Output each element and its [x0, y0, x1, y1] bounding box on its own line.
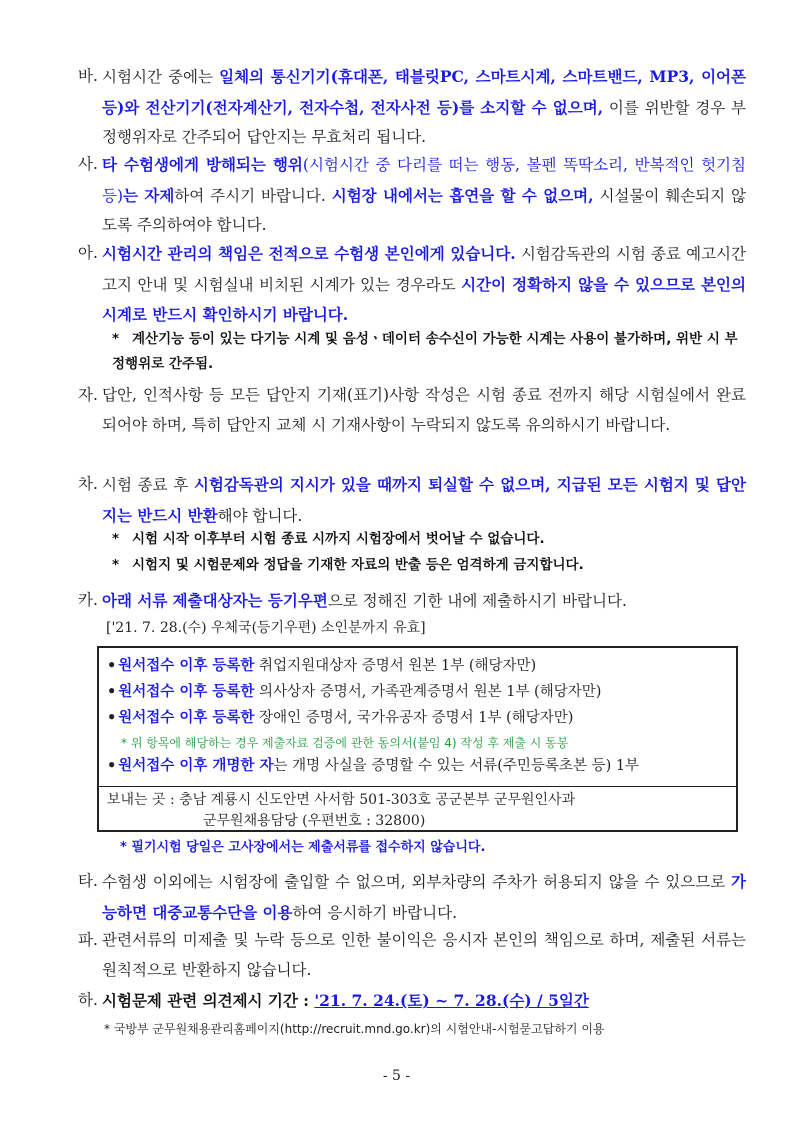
section-ha: [78, 986, 746, 1017]
note-star: *: [112, 531, 120, 547]
note-text: 시험지 및 시험문제와 정답을 기재한 자료의 반출 등은 엄격하게 금지합니다.: [132, 557, 584, 573]
note-text: 계산기능 등이 있는 다기능 시계 및 음성ㆍ데이터 송수신이 가능한 시계는 사용이 불가하며, 위반 시 부정행위로 간주됨.: [112, 331, 738, 372]
emphasis-text: 시험장 내에서는 흡연을 할 수 없으며,: [331, 185, 594, 205]
section-pa: [78, 926, 746, 985]
note-star: *: [112, 557, 120, 573]
note-watch: [112, 327, 748, 377]
section-marker: 차.: [78, 475, 98, 493]
section-marker: 자.: [78, 386, 98, 404]
row-text: 장애인 증명서, 국가유공자 증명서 1부 (해당자만): [254, 710, 574, 726]
emphasis-text: 시간이 정확하지 않을 수 있으므로 본인의 시계로 반드시 확인하시기 바랍니다.: [102, 274, 746, 324]
emphasis-text: 원서접수 이후 등록한: [118, 709, 255, 726]
emphasis-text: 일체의 통신기기(휴대폰, 태블릿PC, 스마트시계, 스마트밴드, MP3, 이어폰 등)와 전산기기(전자계산기, 전자수첩, 전자사전 등)를 소지할 수 없으며,: [102, 67, 746, 117]
document-row: [107, 680, 601, 704]
bold-text: 시험문제 관련 의견제시 기간 :: [102, 991, 315, 1010]
section-text: [78, 586, 746, 617]
send-recipient: 군무원채용담당 (우편번호 : 32800): [203, 813, 426, 829]
submission-warning: * 필기시험 당일은 고사장에서는 제출서류를 접수하지 않습니다.: [120, 840, 486, 855]
emphasis-text: 원서접수 이후 등록한: [118, 657, 255, 674]
document-row: [107, 706, 573, 730]
section-ka: [78, 586, 746, 617]
plain-text: 으로 정해진 기한 내에 제출하시기 바랍니다.: [327, 592, 627, 610]
document-row: [107, 754, 639, 778]
plain-text: 수험생 이외에는 시험장에 출입할 수 없으며, 외부차량의 주차가 허용되지 않을 수 있으므로: [102, 873, 732, 891]
plain-text: 해야 합니다.: [217, 506, 303, 525]
plain-text: 이를 위반할 경우 부정행위자로 간주되어 답안지는 무효처리 됩니다.: [102, 98, 746, 146]
section-text: [78, 150, 746, 241]
emphasis-text: 타 수험생에게 방해되는 행위: [102, 155, 303, 174]
emphasis-text: 시험시간 관리의 책임은 전적으로 수험생 본인에게 있습니다.: [102, 244, 516, 263]
section-marker: 카.: [78, 591, 98, 609]
section-text: 답안, 인적사항 등 모든 답안지 기재(표기)사항 작성은 시험 종료 전까지 해당 시험실에서 완료되어야 하며, 특히 답안지 교체 시 기재사항이 누락되지 않도록 유의하시기 바랍니다.: [102, 386, 746, 434]
plain-text: 하여 응시하기 바랍니다.: [292, 903, 457, 922]
section-sa: [78, 150, 746, 241]
section-text: [78, 239, 746, 331]
plain-text: 시설물이 훼손되지 않도록 주의하여야 합니다.: [102, 186, 746, 234]
page-number: - 5 -: [382, 1068, 411, 1084]
send-address: 보내는 곳 : 충남 계룡시 신도안면 사서함 501-303호 공군본부 군무원인사과: [107, 792, 576, 808]
row-text: 취업지원대상자 증명서 원본 1부 (해당자만): [254, 658, 537, 674]
validity-note: ['21. 7. 28.(수) 우체국(등기우편) 소인분까지 유효]: [106, 620, 426, 636]
emphasis-text: 는 자제: [123, 185, 175, 205]
section-ta: [78, 867, 746, 928]
section-marker: 바.: [78, 67, 98, 85]
document-row: [107, 654, 536, 678]
plain-text: 시험시간 중에는: [102, 68, 220, 86]
period-text: '21. 7. 24.(토) ~ 7. 28.(수) / 5일간: [314, 991, 589, 1010]
note-text: 시험 시작 이후부터 시험 종료 시까지 시험장에서 벗어날 수 없습니다.: [132, 531, 545, 547]
bullet: •: [107, 757, 117, 774]
section-marker: 파.: [78, 931, 98, 949]
note-star: *: [112, 331, 120, 347]
section-cha: [78, 470, 746, 531]
section-a: [78, 239, 746, 331]
note-leave: [112, 527, 748, 552]
emphasis-text: 원서접수 이후 등록한: [118, 683, 255, 700]
documents-box: [97, 646, 738, 832]
bullet: •: [107, 657, 117, 674]
section-text: [78, 867, 746, 928]
section-marker: 타.: [78, 872, 98, 890]
section-marker: 아.: [78, 244, 98, 262]
section-ja: [78, 381, 746, 440]
plain-text: 시험감독관의 시험 종료 예고시간 고지 안내 및 시험실내 비치된 시계가 있는 경우라도: [102, 245, 746, 294]
row-text: 의사상자 증명서, 가족관계증명서 원본 1부 (해당자만): [254, 684, 602, 700]
box-divider: [99, 786, 736, 787]
section-text: [78, 986, 746, 1017]
section-ba: [78, 62, 746, 153]
emphasis-text: 원서접수 이후 개명한 자: [118, 757, 274, 774]
blue-plain-text: (시험시간 중 다리를 떠는 행동, 볼펜 똑딱소리, 반복적인 헛기침 등): [102, 156, 746, 205]
emphasis-text: 가능하면 대중교통수단을 이용: [102, 872, 746, 922]
section-text: [78, 470, 746, 531]
bullet: •: [107, 709, 117, 726]
emphasis-text: 아래 서류 제출대상자는 등기우편: [102, 591, 328, 610]
plain-text: 하여 주시기 바랍니다.: [174, 186, 332, 205]
row-text: 는 개명 사실을 증명할 수 있는 서류(주민등록초본 등) 1부: [273, 758, 640, 774]
section-marker: 하.: [78, 991, 98, 1009]
bullet: •: [107, 683, 117, 700]
section-text: [78, 62, 746, 153]
emphasis-text: 시험감독관의 지시가 있을 때까지 퇴실할 수 없으며, 지급된 모든 시험지 및 답안지는 반드시 반환: [102, 475, 746, 525]
plain-text: 시험 종료 후: [102, 476, 194, 494]
section-text: 관련서류의 미제출 및 누락 등으로 인한 불이익은 응시자 본인의 책임으로 하며, 제출된 서류는 원칙적으로 반환하지 않습니다.: [102, 931, 746, 979]
section-marker: 사.: [78, 155, 98, 173]
website-note: * 국방부 군무원채용관리홈페이지(http://recruit.mnd.go.kr)의 시험안내-시험묻고답하기 이용: [104, 1022, 605, 1036]
note-removal: [112, 553, 748, 578]
consent-note: * 위 항목에 해당하는 경우 제출자료 검증에 관한 동의서(붙임 4) 작성 후 제출 시 동봉: [121, 736, 569, 750]
